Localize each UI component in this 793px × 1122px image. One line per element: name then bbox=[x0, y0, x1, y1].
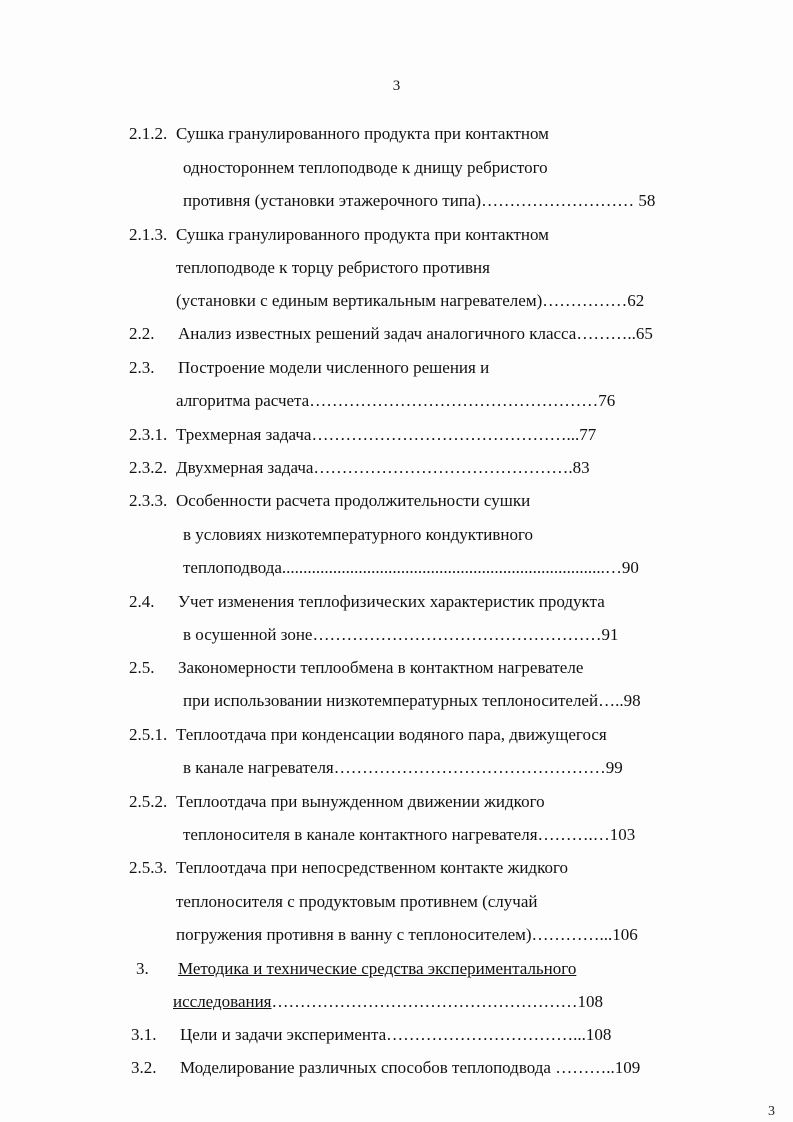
toc-entry-line: Методика и технические средства экспериментального bbox=[178, 959, 577, 978]
toc-entry-line: Теплоотдача при конденсации водяного пара, движущегося bbox=[176, 725, 607, 744]
toc-entry-line: при использовании низкотемпературных теплоносителей…..98 bbox=[183, 691, 641, 710]
toc-number: 2.5.2. bbox=[129, 792, 168, 811]
toc-number: 2.5. bbox=[129, 658, 155, 677]
toc-entry-line: Теплоотдача при непосредственном контакте жидкого bbox=[176, 858, 569, 877]
toc-number: 3. bbox=[136, 959, 149, 978]
toc-entry-line: Моделирование различных способов теплоподвода ………..109 bbox=[180, 1058, 641, 1077]
toc-entry-line: в условиях низкотемпературного кондуктивного bbox=[183, 525, 534, 544]
toc-number: 2.3.1. bbox=[129, 425, 168, 444]
toc-entry-line: теплоносителя с продуктовым противнем (случай bbox=[176, 892, 538, 911]
toc-entry-line: в осушенной зоне……………………………………………91 bbox=[183, 625, 619, 644]
toc-entry-line: теплоподвода............................................................................…90 bbox=[183, 558, 639, 577]
toc-entry-line: теплоподводе к торцу ребристого противня bbox=[176, 258, 490, 277]
toc-number: 2.4. bbox=[129, 592, 155, 611]
toc-entry-line: в канале нагревателя…………………………………………99 bbox=[183, 758, 623, 777]
toc-number: 2.3.2. bbox=[129, 458, 168, 477]
toc-entry-line: Сушка гранулированного продукта при контактном bbox=[176, 124, 549, 143]
toc-number: 2.5.1. bbox=[129, 725, 168, 744]
toc-entry-leader: ………………………………………………108 bbox=[271, 992, 604, 1011]
toc-entry-line: Закономерности теплообмена в контактном нагревателе bbox=[178, 658, 584, 677]
toc-entry-line: погружения противня в ванну с теплоносителем)…………...106 bbox=[176, 925, 638, 944]
toc-number: 2.1.3. bbox=[129, 225, 168, 244]
toc-entry-line: Трехмерная задача………………………………………...77 bbox=[176, 425, 597, 444]
toc-entry-line: Цели и задачи эксперимента……………………………...108 bbox=[180, 1025, 612, 1044]
toc-number: 2.3.3. bbox=[129, 491, 168, 510]
toc-entry-line: Сушка гранулированного продукта при контактном bbox=[176, 225, 549, 244]
toc-entry-line: алгоритма расчета……………………………………………76 bbox=[176, 391, 616, 410]
page-number: 3 bbox=[392, 78, 401, 94]
toc-number: 2.2. bbox=[129, 324, 155, 343]
toc-number: 2.3. bbox=[129, 358, 155, 377]
toc-number: 3.1. bbox=[131, 1025, 157, 1044]
toc-number: 3.2. bbox=[131, 1058, 157, 1077]
toc-entry-line: Учет изменения теплофизических характеристик продукта bbox=[178, 592, 605, 611]
corner-mark: 3 bbox=[768, 1104, 775, 1119]
toc-entry-line: противня (установки этажерочного типа)……………………… 58 bbox=[183, 191, 656, 210]
toc-number: 2.1.2. bbox=[129, 124, 168, 143]
toc-entry-line: (установки с единым вертикальным нагревателем)……………62 bbox=[176, 291, 645, 310]
toc-entry-line: Теплоотдача при вынужденном движении жидкого bbox=[176, 792, 545, 811]
toc-entry-underlined: исследования bbox=[173, 992, 272, 1011]
toc-entry-line: Анализ известных решений задач аналогичного класса………..65 bbox=[178, 324, 653, 343]
toc-entry-line: теплоносителя в канале контактного нагревателя……….…103 bbox=[183, 825, 636, 844]
toc-entry-line: одностороннем теплоподводе к днищу ребристого bbox=[183, 158, 548, 177]
toc-entry-line: Построение модели численного решения и bbox=[178, 358, 490, 377]
toc-entry-line bbox=[173, 992, 603, 1012]
toc-entry-line: Особенности расчета продолжительности сушки bbox=[176, 491, 531, 510]
toc-number: 2.5.3. bbox=[129, 858, 168, 877]
toc-entry-line: Двухмерная задача……………………………………….83 bbox=[176, 458, 590, 477]
